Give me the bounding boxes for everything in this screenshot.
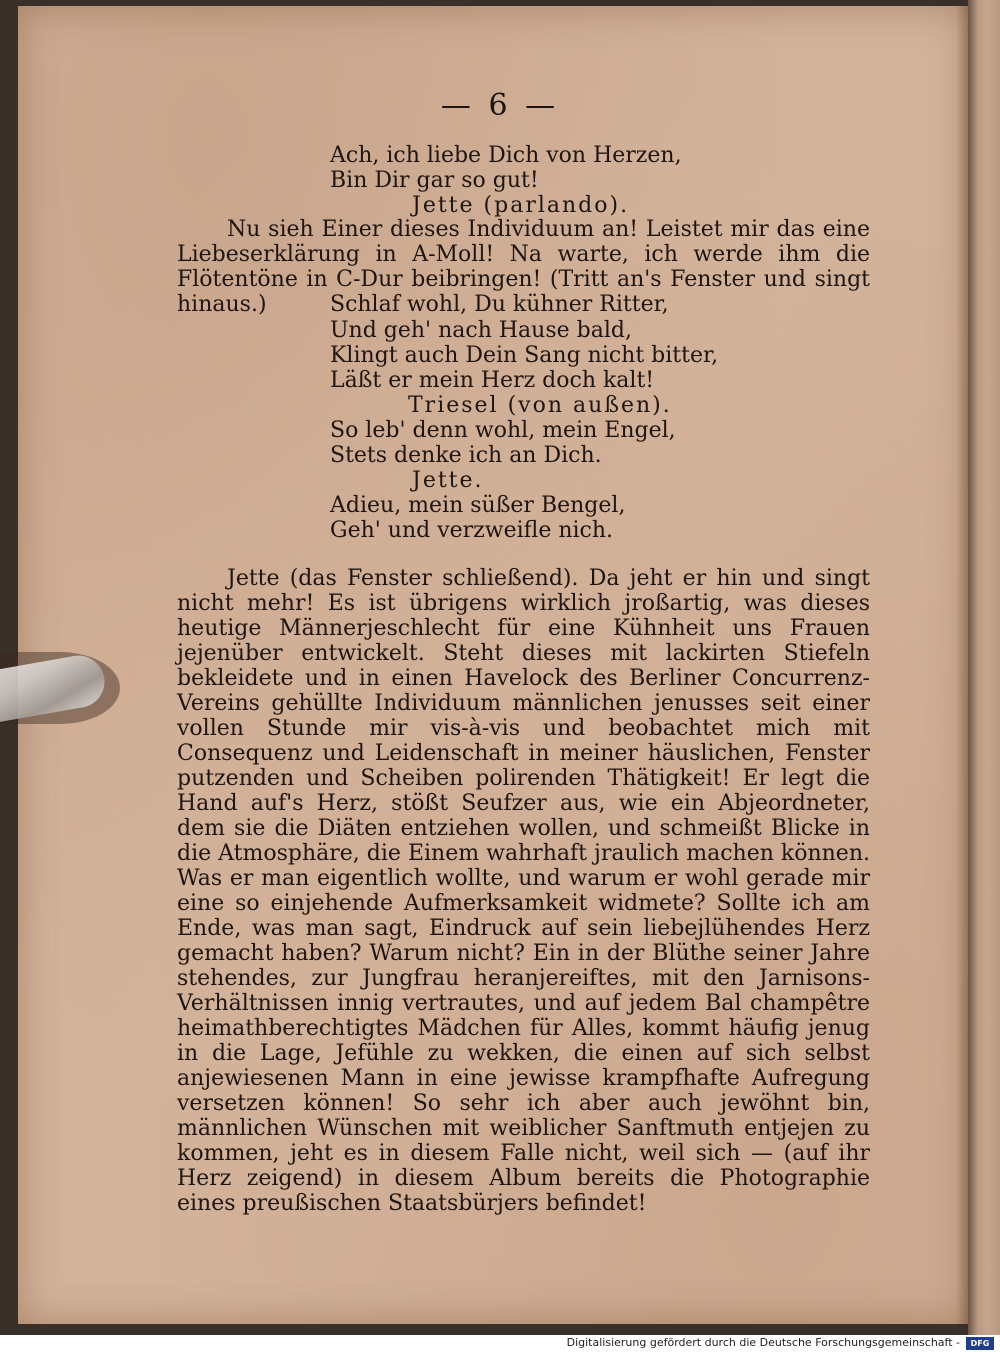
dfg-logo: DFG [966, 1337, 994, 1350]
digitization-credit: Digitalisierung gefördert durch die Deutsche Forschungsgemeinschaft - [566, 1336, 960, 1349]
page-number: — 6 — [440, 88, 560, 123]
speaker-name: Jette. [412, 468, 484, 493]
verse-line: Stets denke ich an Dich. [330, 443, 602, 468]
dialogue-paragraph: Nu sieh Einer dieses Individuum an! Leistet mir das eine Liebeserklärung in A-Moll! Na warte, ich werde ihm die Flötentöne in C-Dur beibringen! (Tritt an's Fenster und singt hinaus.) [177, 217, 870, 317]
adjacent-page-edge [968, 0, 1000, 1335]
speaker-direction: Jette (parlando). [412, 193, 630, 218]
speaker-direction: Triesel (von außen). [408, 393, 672, 418]
verse-line: Adieu, mein süßer Bengel, [330, 493, 626, 518]
page-gutter-shadow [956, 6, 968, 1324]
verse-line: Klingt auch Dein Sang nicht bitter, [330, 343, 719, 368]
verse-line: Läßt er mein Herz doch kalt! [330, 368, 655, 393]
verse-line: Geh' und verzweifle nich. [330, 518, 614, 543]
verse-line: Bin Dir gar so gut! [330, 168, 539, 193]
verse-line: Schlaf wohl, Du kühner Ritter, [330, 292, 669, 317]
verse-line: Ach, ich liebe Dich von Herzen, [330, 143, 682, 168]
verse-line: So leb' denn wohl, mein Engel, [330, 418, 676, 443]
monologue-paragraph: Jette (das Fenster schließend). Da jeht er hin und singt nicht mehr! Es ist übrigens wirklich jroßartig, was dieses heutige Männerjeschlecht für eine Kühnheit uns Frauen jejenüber entwickelt. Steht dieses mit lackirten Stiefeln bekleidete und in einen Havelock des Berliner Concurrenz-Vereins gehüllte Individuum männlichen jenusses seit einer vollen Stunde mir vis-à-vis und beobachtet mich mit Consequenz und Leidenschaft in meiner häuslichen, Fenster putzenden und Scheiben polirenden Thätigkeit! Er legt die Hand auf's Herz, stößt Seufzer aus, wie ein Abjeordneter, dem sie die Diäten entziehen wollen, und schmeißt Blicke in die Atmosphäre, die Einem wahrhaft jraulich machen können. Was er man eigentlich wollte, und warum er wohl gerade mir eine so einjehende Aufmerksamkeit widmete? Sollte ich am Ende, was man sagt, Eindruck auf sein liebejlühendes Herz gemacht haben? Warum nicht? Ein in der Blüthe seiner Jahre stehendes, zur Jungfrau heranjereiftes, mit den Jarnisons-Verhältnissen innig vertrautes, und auf jedem Bal champêtre heimathberechtigtes Mädchen für Alles, kommt häufig jenug in die Lage, Jefühle zu wekken, die einen auf sich selbst anjewiesenen Mann in eine jewisse krampfhafte Aufregung versetzen können! So sehr ich aber auch jewöhnt bin, männlichen Wünschen mit weiblicher Sanftmuth entjejen zu kommen, jeht es in diesem Falle nicht, weil sich — (auf ihr Herz zeigend) in diesem Album bereits die Photographie eines preußischen Staatsbürjers befindet! [177, 566, 870, 1216]
verse-line: Und geh' nach Hause bald, [330, 318, 632, 343]
